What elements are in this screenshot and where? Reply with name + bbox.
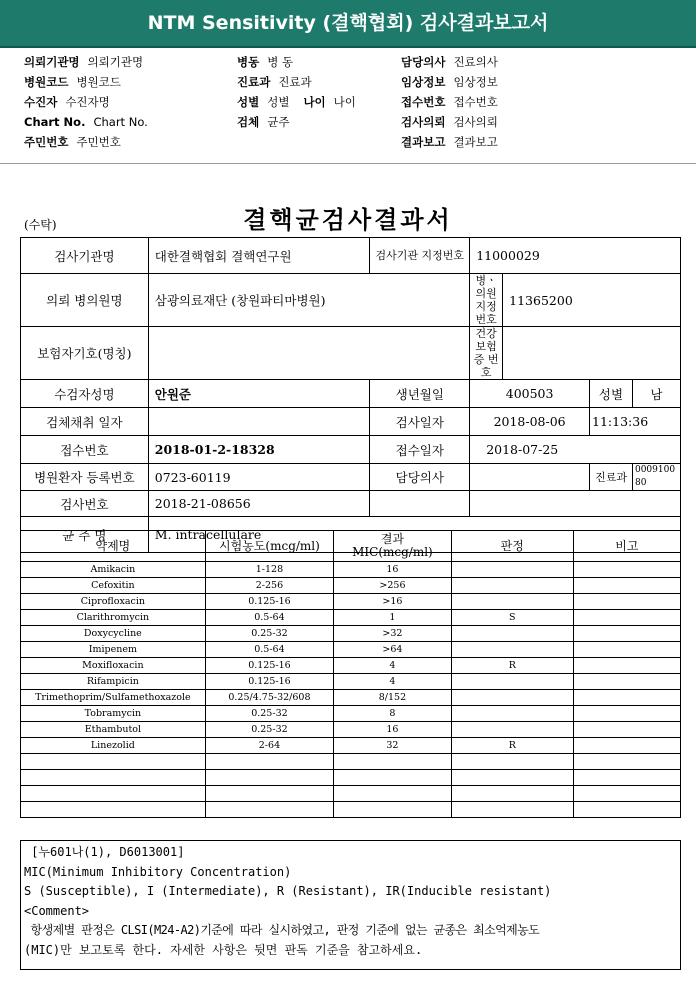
cell-range: 0.25/4.75-32/608 xyxy=(205,690,333,706)
cell-range: 0.25-32 xyxy=(205,722,333,738)
header-bar xyxy=(0,0,696,48)
table-row xyxy=(21,578,681,594)
birth-value: 400503 xyxy=(470,380,590,408)
doctor-value xyxy=(470,464,590,491)
test-date: 2018-08-06 xyxy=(470,408,590,436)
cell-mic: 4 xyxy=(334,674,452,690)
cell-range: 0.25-32 xyxy=(205,706,333,722)
cell-judge xyxy=(451,706,573,722)
cell-note xyxy=(573,642,680,658)
birth-label: 생년월일 xyxy=(370,380,470,408)
cell-judge xyxy=(451,690,573,706)
col-header-drug: 약제명 xyxy=(21,531,206,562)
exam-empty xyxy=(370,491,470,517)
cell-drug: Cefoxitin xyxy=(21,578,206,594)
cell-judge xyxy=(451,722,573,738)
dept-value: 000910080 xyxy=(632,464,680,491)
org-code-label: 검사기관 지정번호 xyxy=(370,238,470,274)
col-header-mic: 결과 MIC(mcg/ml) xyxy=(334,531,452,562)
cell-note xyxy=(573,610,680,626)
cell-drug: Trimethoprim/Sulfamethoxazole xyxy=(21,690,206,706)
health-label: 건강보험 증 번 호 xyxy=(470,327,503,380)
cell-drug: Clarithromycin xyxy=(21,610,206,626)
reg-label: 병원환자 등록번호 xyxy=(21,464,149,491)
cell-range: 0.125-16 xyxy=(205,658,333,674)
table-row xyxy=(21,786,681,802)
cell-note xyxy=(573,738,680,754)
cell-mic xyxy=(334,802,452,818)
info-row: 접수번호 접수번호 xyxy=(401,95,498,109)
report-title: 결핵균검사결과서 xyxy=(243,205,453,234)
cell-mic xyxy=(334,754,452,770)
table-row xyxy=(21,594,681,610)
cell-note xyxy=(573,706,680,722)
insured-label: 보험자기호(명칭) xyxy=(21,327,149,380)
info-row: Chart No. Chart No. xyxy=(24,115,148,129)
hosp-code: 11365200 xyxy=(503,274,681,327)
cell-range: 0.125-16 xyxy=(205,594,333,610)
info-row: 검체 균주 xyxy=(237,115,290,129)
cell-note xyxy=(573,562,680,578)
cell-mic: 16 xyxy=(334,722,452,738)
col-header-judge: 판정 xyxy=(451,531,573,562)
cell-range: 2-256 xyxy=(205,578,333,594)
org-label: 검사기관명 xyxy=(21,238,149,274)
collect-label: 검체채취 일자 xyxy=(21,408,149,436)
cell-judge xyxy=(451,626,573,642)
cell-range: 0.125-16 xyxy=(205,674,333,690)
info-row: 병동 병 동 xyxy=(237,55,294,69)
cell-judge xyxy=(451,802,573,818)
cell-judge: S xyxy=(451,610,573,626)
cell-note xyxy=(573,786,680,802)
org-value: 대한결핵협회 결핵연구원 xyxy=(148,238,370,274)
cell-drug: Rifampicin xyxy=(21,674,206,690)
table-row xyxy=(21,626,681,642)
sex-value: 남 xyxy=(632,380,680,408)
recv-no-label: 접수번호 xyxy=(21,436,149,464)
info-row: 진료과 진료과 xyxy=(237,75,312,89)
exam-empty-2 xyxy=(470,491,681,517)
comment-box xyxy=(20,840,681,970)
cell-range: 0.5-64 xyxy=(205,610,333,626)
cell-mic: 8 xyxy=(334,706,452,722)
cell-mic: 1 xyxy=(334,610,452,626)
comment-line: MIC(Minimum Inhibitory Concentration) xyxy=(24,864,292,879)
cell-note xyxy=(573,802,680,818)
report-label: (수탁) xyxy=(24,218,57,232)
cell-range: 0.25-32 xyxy=(205,626,333,642)
cell-mic: >16 xyxy=(334,594,452,610)
table-row xyxy=(21,658,681,674)
insured-value xyxy=(148,327,469,380)
hosp-value: 삼광의료재단 (창원파티마병원) xyxy=(148,274,469,327)
info-row: 병원코드 병원코드 xyxy=(24,75,121,89)
col-header-range: 시험농도(mcg/ml) xyxy=(205,531,333,562)
patient-info-table xyxy=(20,237,681,553)
cell-drug: Ethambutol xyxy=(21,722,206,738)
cell-judge xyxy=(451,674,573,690)
info-row: 주민번호 주민번호 xyxy=(24,135,121,149)
hosp-code-label: 병ㆍ의원 지정번호 xyxy=(470,274,503,327)
recv-no: 2018-01-2-18328 xyxy=(148,436,370,464)
cell-note xyxy=(573,722,680,738)
reg-value: 0723-60119 xyxy=(148,464,370,491)
cell-drug: Amikacin xyxy=(21,562,206,578)
comment-line: [누601나(1), D6013001] xyxy=(24,845,185,859)
cell-range: 2-64 xyxy=(205,738,333,754)
info-row: 임상정보 임상정보 xyxy=(401,75,498,89)
cell-note xyxy=(573,658,680,674)
exam-value: 2018-21-08656 xyxy=(148,491,370,517)
results-table xyxy=(20,530,681,818)
cell-drug: Doxycycline xyxy=(21,626,206,642)
cell-note xyxy=(573,690,680,706)
cell-range xyxy=(205,786,333,802)
cell-drug xyxy=(21,754,206,770)
comment-line: S (Susceptible), I (Intermediate), R (Resistant), IR(Inducible resistant) xyxy=(24,884,552,898)
table-row xyxy=(21,562,681,578)
cell-mic: 32 xyxy=(334,738,452,754)
info-col-2 xyxy=(237,52,356,132)
cell-mic: >64 xyxy=(334,642,452,658)
cell-drug: Linezolid xyxy=(21,738,206,754)
info-col-3 xyxy=(401,52,498,152)
comment-line: <Comment> xyxy=(24,903,90,918)
info-col-1 xyxy=(24,52,148,152)
hosp-label: 의뢰 병의원명 xyxy=(21,274,149,327)
info-row: 성별 성별 나이 나이 xyxy=(237,95,356,109)
table-row xyxy=(21,754,681,770)
cell-note xyxy=(573,626,680,642)
dept-label: 진료과 xyxy=(590,464,633,491)
cell-note xyxy=(573,674,680,690)
cell-mic: 16 xyxy=(334,562,452,578)
cell-mic xyxy=(334,770,452,786)
table-row xyxy=(21,770,681,786)
cell-mic: 8/152 xyxy=(334,690,452,706)
cell-drug: Ciprofloxacin xyxy=(21,594,206,610)
info-row: 담당의사 진료의사 xyxy=(401,55,498,69)
cell-judge xyxy=(451,754,573,770)
exam-label: 검사번호 xyxy=(21,491,149,517)
cell-judge xyxy=(451,562,573,578)
col-header-note: 비고 xyxy=(573,531,680,562)
cell-mic: >256 xyxy=(334,578,452,594)
strain-value: M. intracellulare xyxy=(148,517,680,553)
cell-note xyxy=(573,754,680,770)
table-row xyxy=(21,722,681,738)
table-row xyxy=(21,690,681,706)
doctor-label: 담당의사 xyxy=(370,464,470,491)
cell-mic: 4 xyxy=(334,658,452,674)
cell-judge xyxy=(451,642,573,658)
page-title: NTM Sensitivity (결핵협회) 검사결과보고서 xyxy=(147,12,549,34)
cell-range xyxy=(205,770,333,786)
cell-judge xyxy=(451,786,573,802)
info-row: 수진자 수진자명 xyxy=(24,95,110,109)
table-row xyxy=(21,706,681,722)
cell-drug xyxy=(21,770,206,786)
patient-label: 수검자성명 xyxy=(21,380,149,408)
table-row xyxy=(21,610,681,626)
cell-range: 1-128 xyxy=(205,562,333,578)
org-code: 11000029 xyxy=(470,238,681,274)
cell-note xyxy=(573,770,680,786)
cell-judge: R xyxy=(451,658,573,674)
cell-mic xyxy=(334,786,452,802)
sex-label: 성별 xyxy=(590,380,633,408)
collect-value xyxy=(148,408,370,436)
cell-judge xyxy=(451,578,573,594)
cell-range: 0.5-64 xyxy=(205,642,333,658)
info-row: 검사의뢰 검사의뢰 xyxy=(401,115,498,129)
comment-line: (MIC)만 보고토록 한다. 자세한 사항은 뒷면 판독 기준을 참고하세요. xyxy=(24,942,423,957)
info-row: 결과보고 결과보고 xyxy=(401,135,498,149)
results-header-row xyxy=(21,531,681,562)
cell-judge xyxy=(451,594,573,610)
table-row xyxy=(21,802,681,818)
test-date-label: 검사일자 xyxy=(370,408,470,436)
cell-range xyxy=(205,802,333,818)
cell-drug xyxy=(21,786,206,802)
table-row xyxy=(21,674,681,690)
divider xyxy=(0,163,696,164)
strain-label: 균 주 명 xyxy=(21,517,149,553)
table-row xyxy=(21,642,681,658)
cell-drug: Moxifloxacin xyxy=(21,658,206,674)
cell-drug: Tobramycin xyxy=(21,706,206,722)
cell-judge xyxy=(451,770,573,786)
cell-drug xyxy=(21,802,206,818)
recv-date: 2018-07-25 xyxy=(470,436,681,464)
patient-value: 안원준 xyxy=(148,380,370,408)
cell-note xyxy=(573,578,680,594)
info-row: 의뢰기관명 의뢰기관명 xyxy=(24,55,144,69)
cell-drug: Imipenem xyxy=(21,642,206,658)
health-value xyxy=(503,327,681,380)
cell-judge: R xyxy=(451,738,573,754)
results-body xyxy=(21,562,681,818)
comment-line: 항생제별 판정은 CLSI(M24-A2)기준에 따라 실시하였고, 판정 기준에 없는 균종은 최소억제농도 xyxy=(24,923,540,937)
test-time: 11:13:36 xyxy=(590,408,681,436)
cell-note xyxy=(573,594,680,610)
recv-date-label: 접수일자 xyxy=(370,436,470,464)
table-row xyxy=(21,738,681,754)
cell-range xyxy=(205,754,333,770)
cell-mic: >32 xyxy=(334,626,452,642)
